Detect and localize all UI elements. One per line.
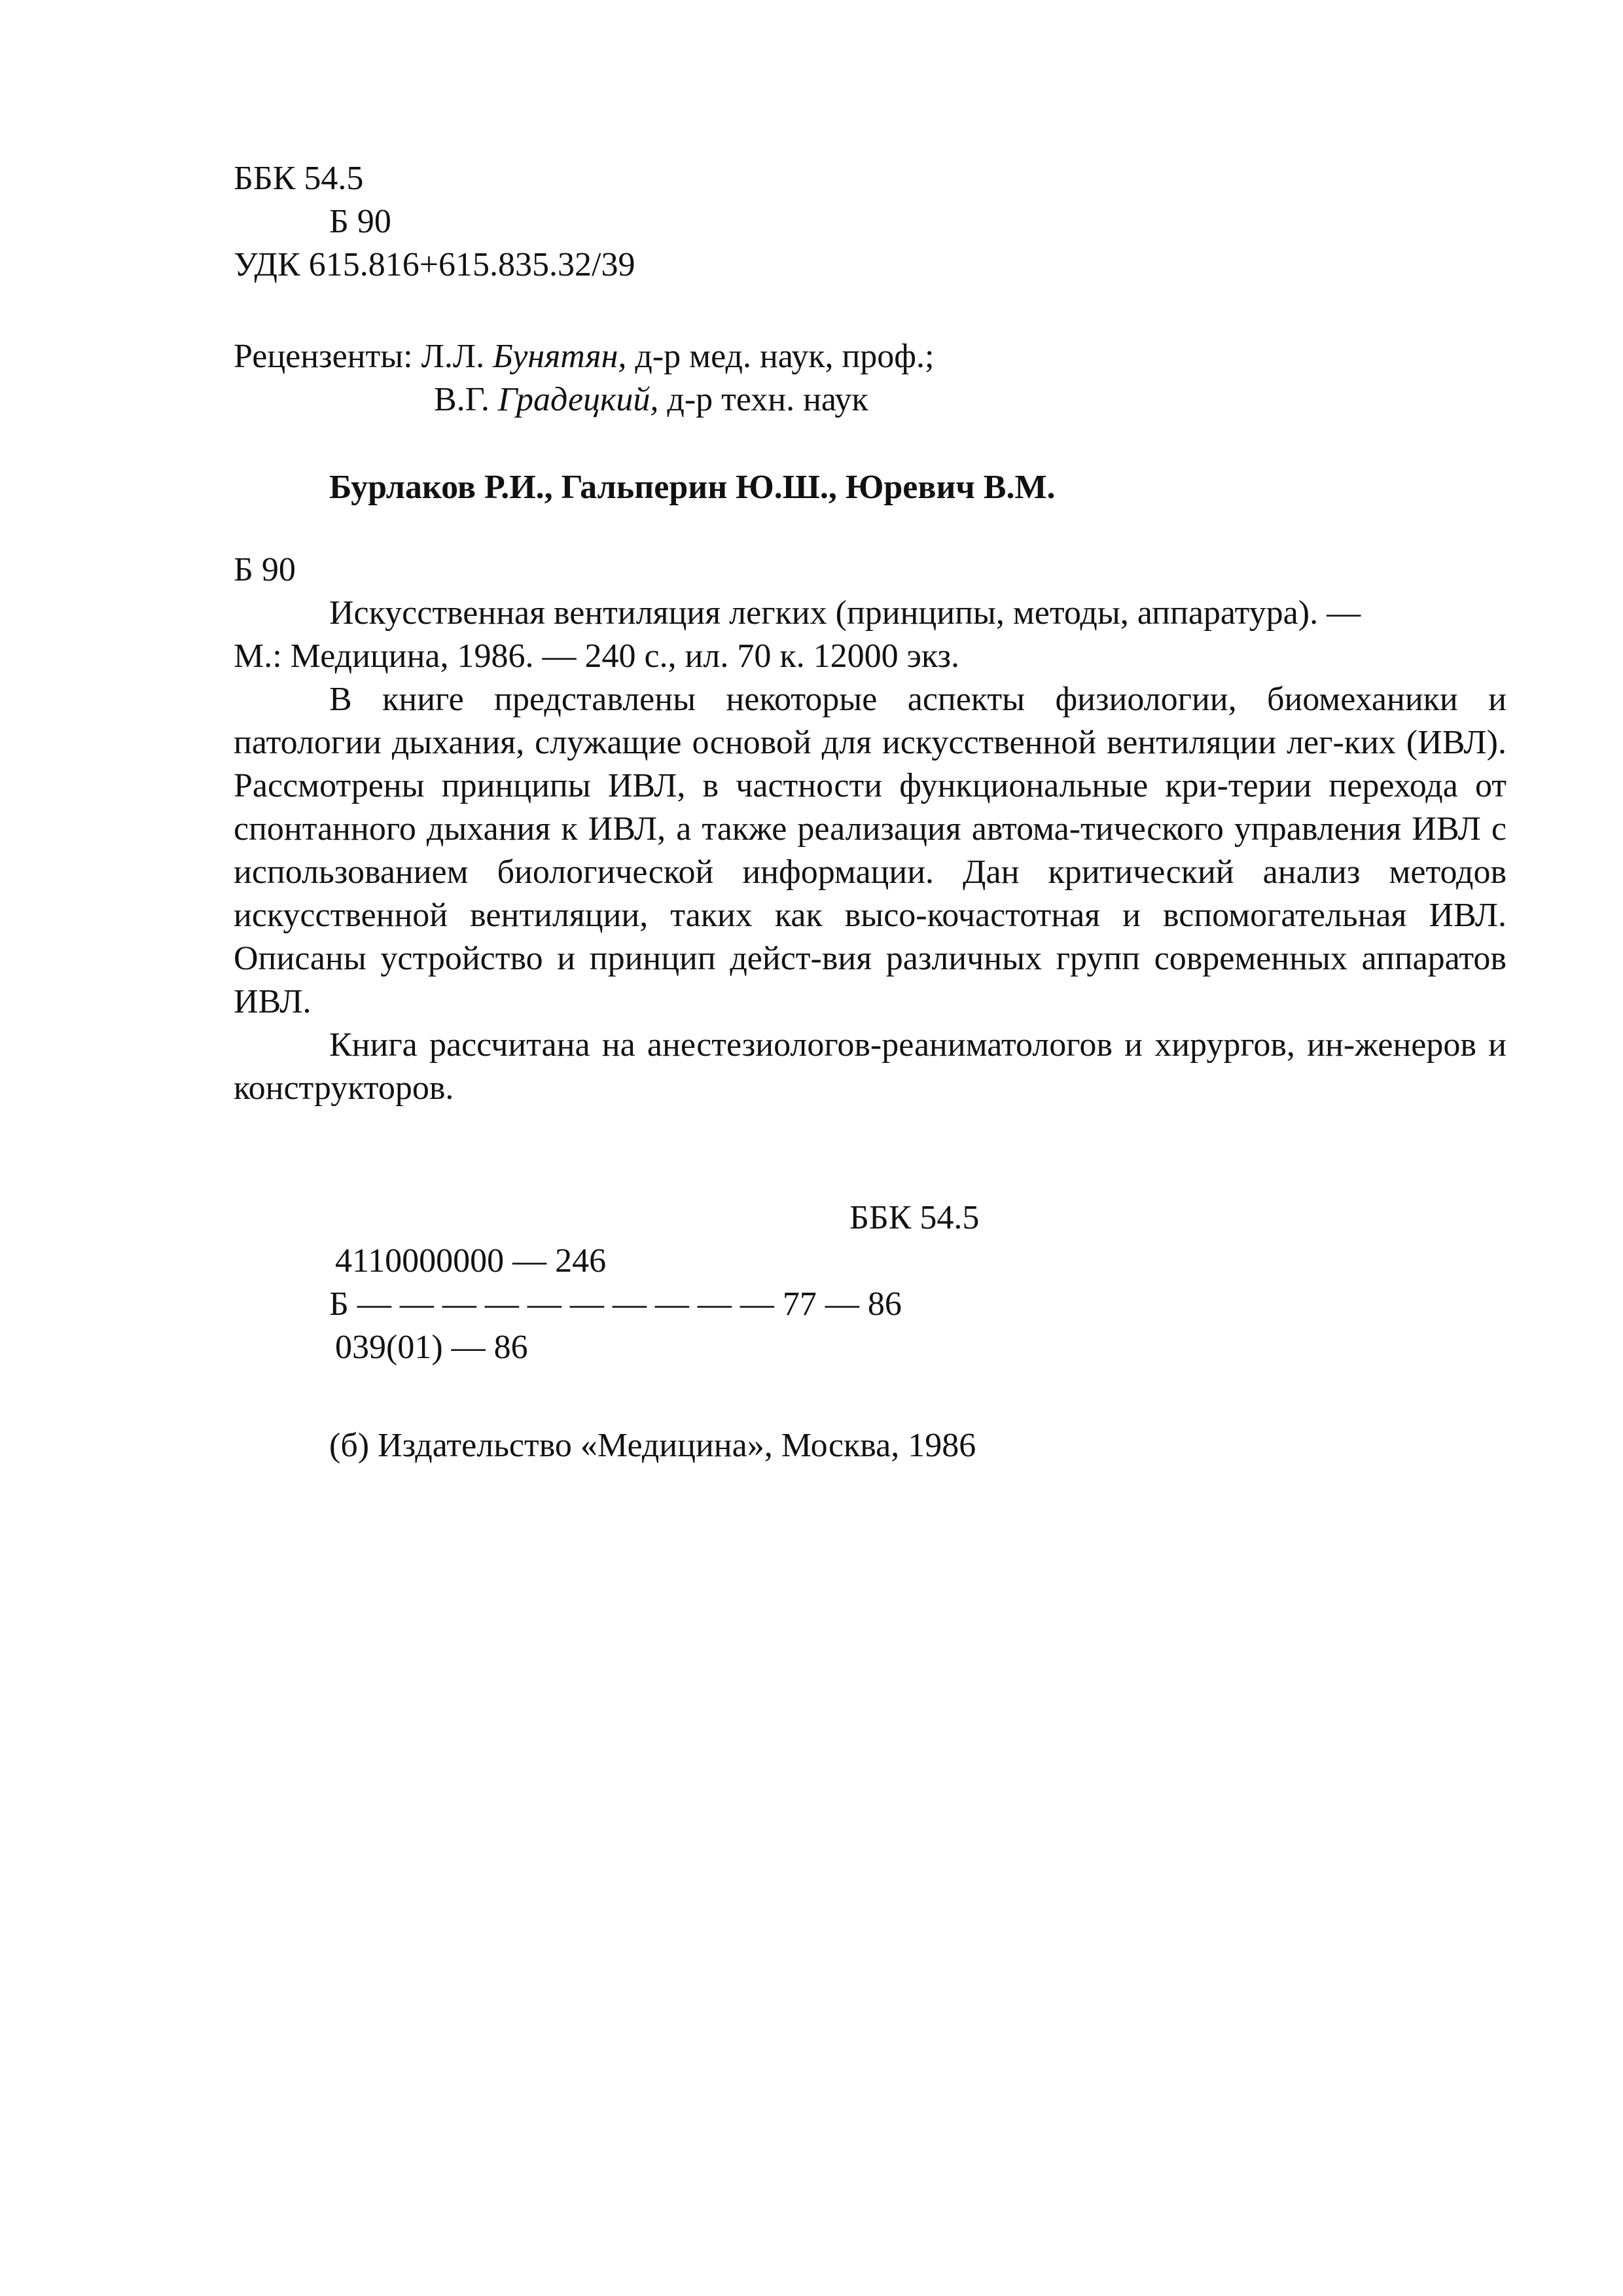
udk-index: УДК 615.816+615.835.32/39 xyxy=(234,246,635,283)
copyright-notice: (б) Издательство «Медицина», Москва, 1986 xyxy=(329,1427,976,1464)
reviewer-line-2 xyxy=(434,378,868,422)
catalog-code: Б 90 xyxy=(234,551,296,588)
footer-bbk-index: ББК 54.5 xyxy=(849,1199,980,1236)
book-audience: Книга рассчитана на анестезиологов-реаниматологов и хирургов, ин-женеров и конструкторов. xyxy=(234,1026,1507,1107)
reviewer-1-title: д-р мед. наук, проф.; xyxy=(635,338,935,375)
reviewers-label: Рецензенты: xyxy=(234,338,413,375)
publishing-code-line: Б — — — — — — — — — — 77 — 86 xyxy=(329,1285,902,1323)
book-abstract: В книге представлены некоторые аспекты физиологии, биомеханики и патологии дыхания, служащие основой для искусственной вентиляции лег-ких (ИВЛ). Рассмотрены принципы ИВЛ, в частности функциональные кри-терии перехода от спонтанного дыхания к ИВЛ, а также реализация автома-тического управления ИВЛ с использованием биологической информации. Дан критический анализ методов искусственной вентиляции, таких как высо-кочастотная и вспомогательная ИВЛ. Описаны устройство и принцип дейст-вия различных групп современных аппаратов ИВЛ. xyxy=(234,681,1507,1020)
book-imprint-line: М.: Медицина, 1986. — 240 с., ил. 70 к. 12000 экз. xyxy=(234,637,960,675)
authors-heading: Бурлаков Р.И., Гальперин Ю.Ш., Юревич В.М. xyxy=(329,469,1056,506)
publishing-code-top: 4110000000 — 246 xyxy=(335,1242,607,1280)
reviewer-2-name: Градецкий, xyxy=(497,381,659,418)
reviewer-1-initials: Л.Л. xyxy=(421,338,485,375)
reviewer-2-initials: В.Г. xyxy=(434,381,490,418)
bbk-index: ББК 54.5 xyxy=(234,160,364,197)
book-title-line: Искусственная вентиляция легких (принципы, методы, аппаратура). — xyxy=(329,594,1361,632)
author-code: Б 90 xyxy=(329,203,391,240)
reviewer-2-title: д-р техн. наук xyxy=(667,381,868,418)
reviewer-1-name: Бунятян, xyxy=(493,338,627,375)
reviewer-line-1 xyxy=(234,335,934,378)
publishing-code-bottom: 039(01) — 86 xyxy=(335,1329,528,1366)
